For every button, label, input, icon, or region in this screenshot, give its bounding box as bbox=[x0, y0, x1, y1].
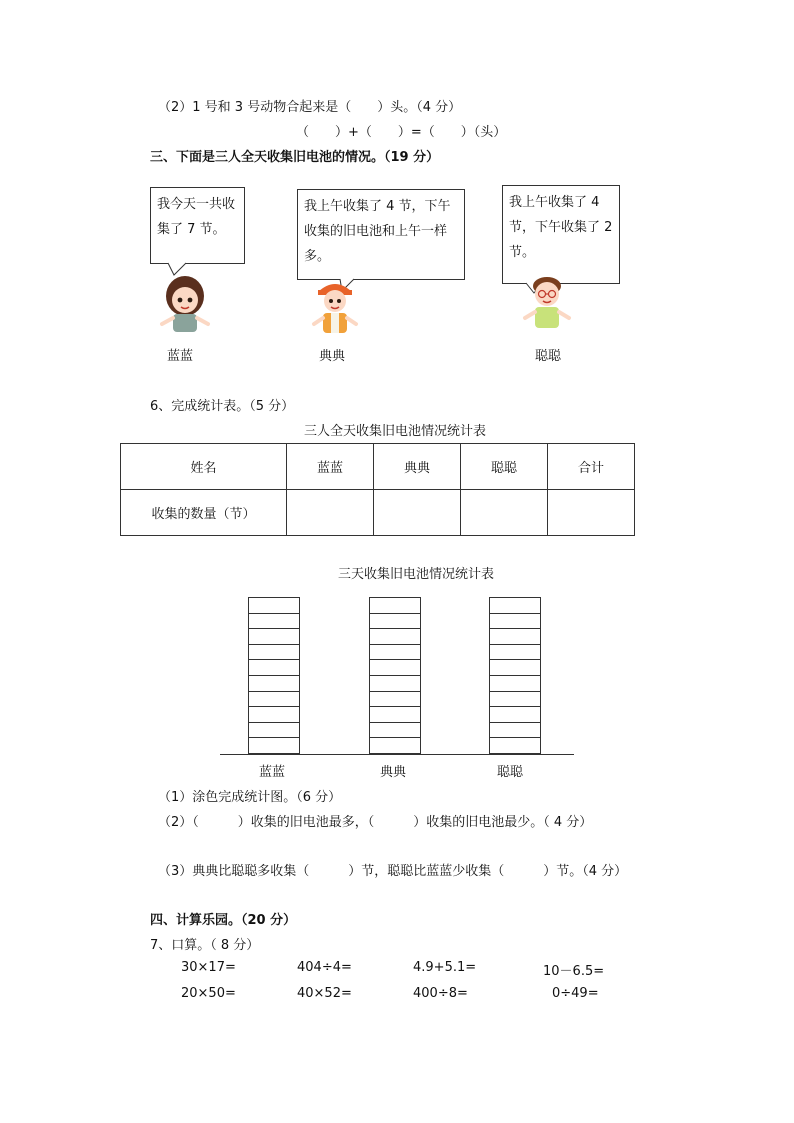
chart-category-label: 蓝蓝 bbox=[259, 765, 286, 780]
speech-text-diandian: 我上午收集了 4 节，下午收集的旧电池和上午一样多。 bbox=[304, 199, 451, 264]
table-header-cell: 合计 bbox=[548, 444, 635, 490]
speech-text-lanlan: 我今天一共收集了 7 节。 bbox=[157, 197, 236, 237]
bar-grid-cell[interactable] bbox=[490, 629, 540, 645]
speech-bubble-lanlan bbox=[150, 187, 245, 264]
bar-grid-cell[interactable] bbox=[490, 660, 540, 676]
question-7-title: 7、口算。（ 8 分） bbox=[150, 938, 260, 953]
bar-grid-cell[interactable] bbox=[370, 692, 420, 708]
bar-grid-cell[interactable] bbox=[249, 645, 299, 661]
bar-grid-cell[interactable] bbox=[249, 629, 299, 645]
bar-column-grid[interactable] bbox=[369, 597, 421, 754]
answer-cell-lanlan[interactable] bbox=[287, 490, 374, 536]
table-row bbox=[121, 490, 635, 536]
bar-grid-cell[interactable] bbox=[370, 738, 420, 753]
calc-item: 30×17= bbox=[181, 960, 236, 975]
question-2-formula: （ ）+（ ）=（ ）（头） bbox=[296, 125, 507, 140]
bar-grid-cell[interactable] bbox=[490, 598, 540, 614]
sub-question-3-text: （3）典典比聪聪多收集（ ）节，聪聪比蓝蓝少收集（ ）节。（4 分） bbox=[158, 864, 628, 879]
table-header-row bbox=[121, 444, 635, 490]
table-title: 三人全天收集旧电池情况统计表 bbox=[304, 424, 487, 439]
bar-grid-cell[interactable] bbox=[490, 738, 540, 753]
boy-congcong-illustration bbox=[519, 270, 575, 334]
answer-cell-total[interactable] bbox=[548, 490, 635, 536]
bar-grid-cell[interactable] bbox=[490, 692, 540, 708]
table-header-cell: 典典 bbox=[374, 444, 461, 490]
question-6-title: 6、完成统计表。（5 分） bbox=[150, 399, 295, 414]
table-header-cell: 姓名 bbox=[121, 444, 287, 490]
bar-grid-cell[interactable] bbox=[370, 676, 420, 692]
answer-cell-diandian[interactable] bbox=[374, 490, 461, 536]
bar-column-grid[interactable] bbox=[248, 597, 300, 754]
calc-item: 0÷49= bbox=[552, 986, 599, 1001]
chart-baseline bbox=[220, 754, 574, 755]
chart-category-label: 聪聪 bbox=[497, 765, 524, 780]
bar-grid-cell[interactable] bbox=[249, 738, 299, 753]
table-header-cell: 聪聪 bbox=[461, 444, 548, 490]
table-header-cell: 蓝蓝 bbox=[287, 444, 374, 490]
calc-item: 40×52= bbox=[297, 986, 352, 1001]
bar-grid-cell[interactable] bbox=[249, 692, 299, 708]
section-4-title: 四、计算乐园。（20 分） bbox=[150, 913, 297, 928]
sub-question-2 bbox=[158, 811, 658, 834]
bar-grid-cell[interactable] bbox=[249, 614, 299, 630]
calc-item: 400÷8= bbox=[413, 986, 468, 1001]
chart-category-label: 典典 bbox=[380, 765, 407, 780]
calc-item: 20×50= bbox=[181, 986, 236, 1001]
calc-item: 404÷4= bbox=[297, 960, 352, 975]
bar-grid-cell[interactable] bbox=[249, 676, 299, 692]
bar-grid-cell[interactable] bbox=[370, 598, 420, 614]
speech-text-congcong: 我上午收集了 4 节，下午收集了 2 节。 bbox=[509, 195, 613, 260]
bar-grid-cell[interactable] bbox=[370, 660, 420, 676]
bar-grid-cell[interactable] bbox=[370, 645, 420, 661]
bar-grid-cell[interactable] bbox=[490, 723, 540, 739]
bar-grid-cell[interactable] bbox=[370, 723, 420, 739]
question-2-text: （2）1 号和 3 号动物合起来是（ ）头。（4 分） bbox=[158, 100, 462, 115]
chart-title: 三天收集旧电池情况统计表 bbox=[338, 567, 495, 582]
section-3-title: 三、下面是三人全天收集旧电池的情况。（19 分） bbox=[150, 150, 440, 165]
bar-grid-cell[interactable] bbox=[249, 598, 299, 614]
bar-grid-cell[interactable] bbox=[370, 614, 420, 630]
statistics-table bbox=[120, 443, 635, 536]
calc-item: 10－6.5= bbox=[543, 964, 605, 979]
name-label-diandian: 典典 bbox=[319, 349, 346, 364]
bar-grid-cell[interactable] bbox=[490, 645, 540, 661]
bar-column-grid[interactable] bbox=[489, 597, 541, 754]
calc-item: 4.9+5.1= bbox=[413, 960, 477, 975]
boy-diandian-illustration bbox=[306, 276, 364, 338]
name-label-congcong: 聪聪 bbox=[535, 349, 562, 364]
bar-grid-cell[interactable] bbox=[249, 660, 299, 676]
girl-lanlan-illustration bbox=[154, 270, 216, 336]
sub-question-1: （1）涂色完成统计图。（6 分） bbox=[158, 790, 342, 805]
bar-grid-cell[interactable] bbox=[249, 723, 299, 739]
name-label-lanlan: 蓝蓝 bbox=[167, 349, 194, 364]
bar-grid-cell[interactable] bbox=[370, 707, 420, 723]
bar-grid-cell[interactable] bbox=[490, 676, 540, 692]
answer-cell-congcong[interactable] bbox=[461, 490, 548, 536]
bar-grid-cell[interactable] bbox=[490, 707, 540, 723]
bar-grid-cell[interactable] bbox=[370, 629, 420, 645]
bar-grid-cell[interactable] bbox=[249, 707, 299, 723]
row-label-count: 收集的数量（节） bbox=[121, 490, 287, 536]
sub-question-2-text: （2）（ ）收集的旧电池最多，（ ）收集的旧电池最少。（ 4 分） bbox=[158, 815, 593, 830]
bar-grid-cell[interactable] bbox=[490, 614, 540, 630]
sub-question-3 bbox=[158, 859, 658, 884]
speech-bubble-diandian bbox=[297, 189, 465, 280]
